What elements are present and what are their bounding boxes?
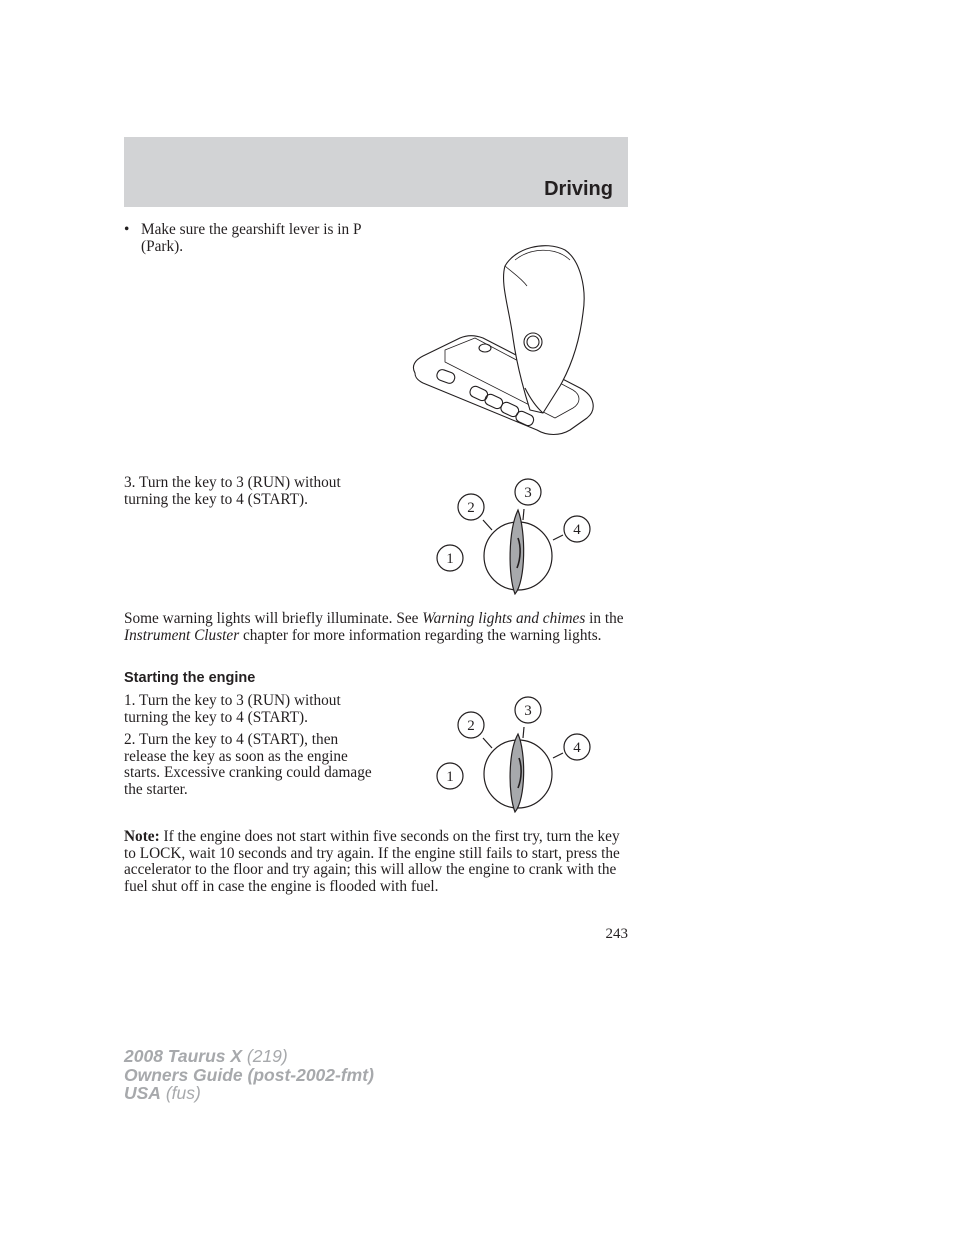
ignition-diagram-2 bbox=[430, 694, 600, 819]
footer-market-code: (fus) bbox=[160, 1083, 201, 1103]
warning-text: chapter for more information regarding the warning lights. bbox=[239, 626, 602, 644]
position-label: 2 bbox=[467, 500, 475, 516]
position-label: 2 bbox=[467, 718, 475, 734]
position-label: 4 bbox=[573, 740, 581, 756]
section-header-band bbox=[124, 137, 628, 207]
instrument-cluster-reference: Instrument Cluster bbox=[124, 626, 240, 644]
page-number: 243 bbox=[605, 926, 628, 942]
section-title: Driving bbox=[544, 178, 613, 200]
footer-code: (219) bbox=[242, 1046, 288, 1066]
start-step-1: 1. Turn the key to 3 (RUN) without turning the key to 4 (START). bbox=[124, 692, 341, 726]
bullet-dot-icon: • bbox=[124, 221, 130, 238]
footer-guide: Owners Guide (post-2002-fmt) bbox=[124, 1064, 374, 1085]
bullet-text: Make sure the gearshift lever is in P (Park). bbox=[141, 221, 361, 255]
position-label: 3 bbox=[524, 485, 532, 501]
position-label: 4 bbox=[573, 522, 581, 538]
position-label: 3 bbox=[524, 703, 532, 719]
warning-lights-reference: Warning lights and chimes bbox=[422, 610, 586, 627]
warning-text: in the bbox=[585, 610, 624, 627]
ignition-diagram-1 bbox=[430, 476, 600, 601]
note-paragraph bbox=[124, 829, 622, 895]
footer-model: 2008 Taurus X bbox=[124, 1046, 243, 1066]
start-step-2: 2. Turn the key to 4 (START), then release the key as soon as the engine starts. Excessive cranking could damage the starter. bbox=[124, 731, 372, 798]
warning-lights-paragraph bbox=[124, 611, 624, 644]
starting-engine-heading: Starting the engine bbox=[124, 670, 256, 686]
step-run-text: 3. Turn the key to 3 (RUN) without turning the key to 4 (START). bbox=[124, 474, 341, 508]
note-text: If the engine does not start within five seconds on the first try, turn the key to LOCK, wait 10 seconds and try again. If the engine still fails to start, press the accelerator to the floor and try again; this will allow the engine to crank with the fuel shut off in case the engine is flooded with fuel. bbox=[124, 828, 620, 895]
note-label: Note: bbox=[124, 828, 160, 845]
bullet-item bbox=[124, 222, 384, 255]
position-label: 1 bbox=[446, 551, 454, 567]
warning-text: Some warning lights will briefly illuminate. See bbox=[124, 610, 423, 627]
position-label: 1 bbox=[446, 769, 454, 785]
document-footer bbox=[124, 1047, 374, 1103]
footer-market: USA bbox=[124, 1083, 161, 1103]
gearshift-illustration bbox=[405, 238, 605, 458]
